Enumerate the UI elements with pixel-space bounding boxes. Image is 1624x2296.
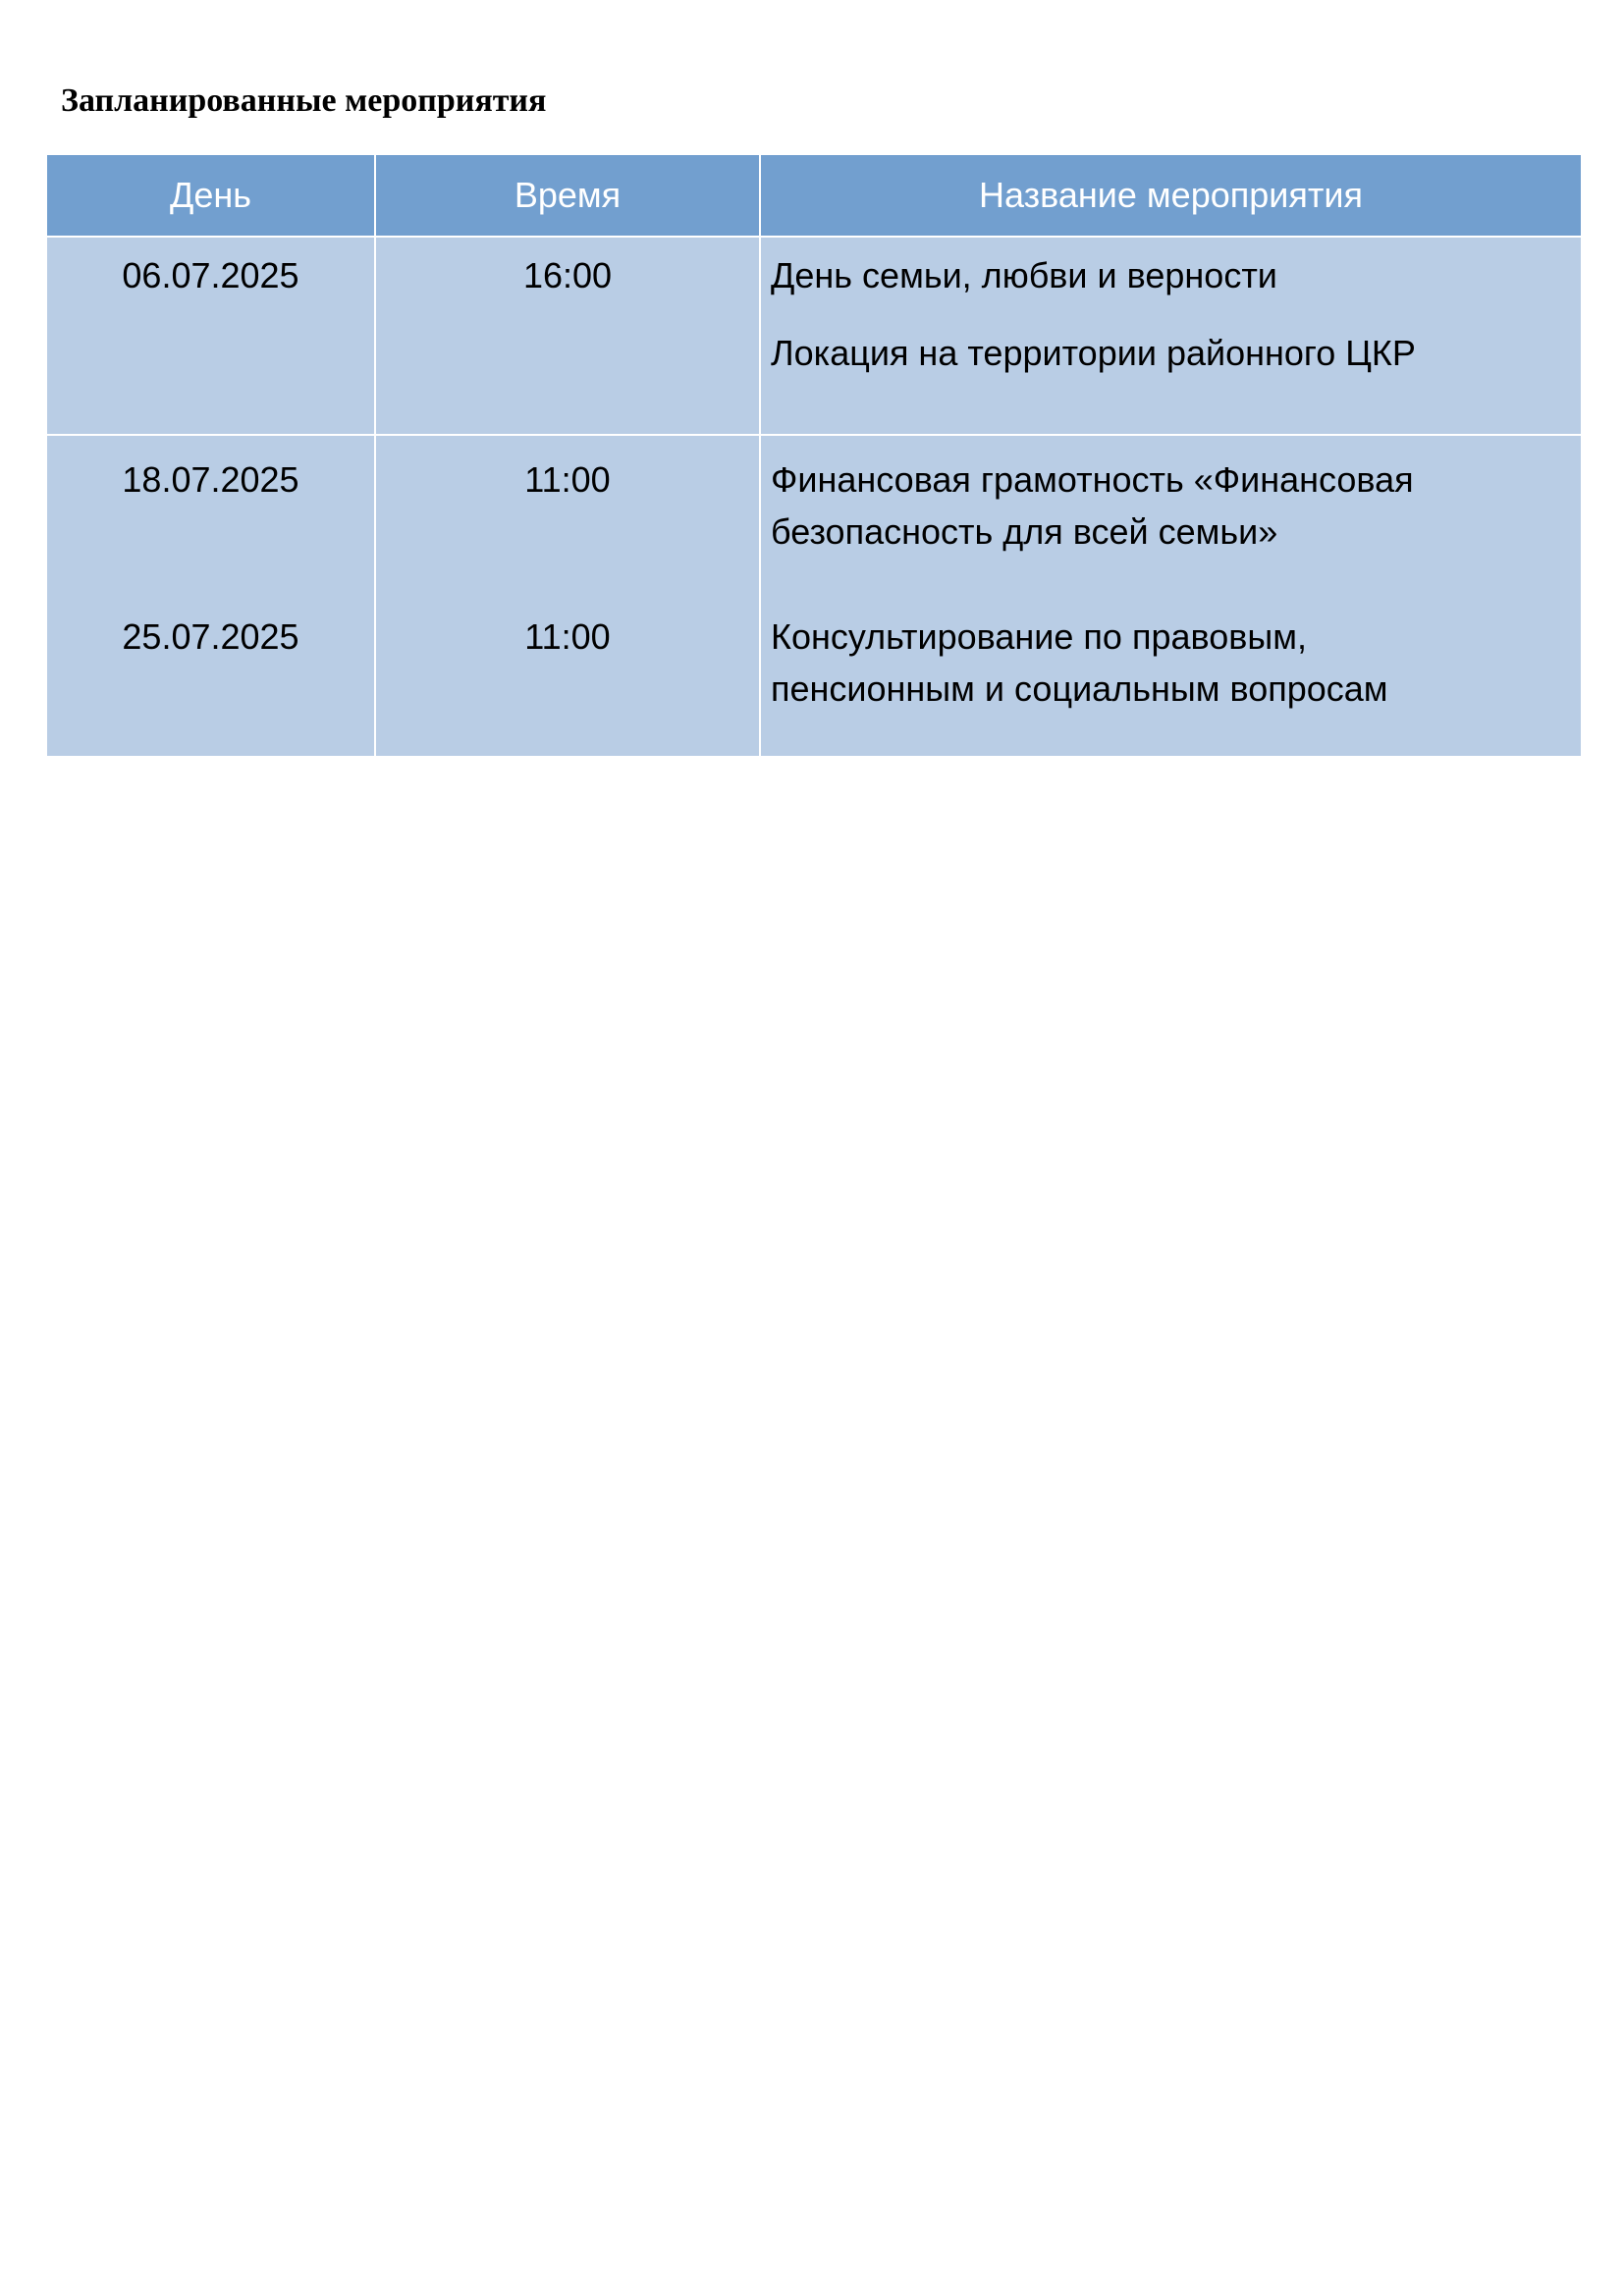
event-name-line: Консультирование по правовым,	[771, 616, 1307, 657]
event-name-cell	[760, 237, 1581, 435]
event-name-line: пенсионным и социальным вопросам	[771, 668, 1388, 709]
event-name-line: Финансовая грамотность «Финансовая	[771, 459, 1414, 500]
event-time-cell: 16:00	[375, 237, 760, 435]
event-name-cell	[760, 435, 1581, 611]
event-day-cell: 06.07.2025	[47, 237, 375, 435]
page-title: Запланированные мероприятия	[61, 82, 547, 119]
column-header-event-name: Название мероприятия	[760, 155, 1581, 237]
column-header-time: Время	[375, 155, 760, 237]
event-name-line: безопасность для всей семьи»	[771, 511, 1278, 552]
event-day-cell: 25.07.2025	[47, 611, 375, 756]
event-name-line: День семьи, любви и верности	[771, 255, 1277, 295]
table-row	[47, 435, 1581, 611]
event-day-cell: 18.07.2025	[47, 435, 375, 611]
table-header-row	[47, 155, 1581, 237]
column-header-day: День	[47, 155, 375, 237]
event-name-cell	[760, 611, 1581, 756]
event-location-line: Локация на территории районного ЦКР	[771, 333, 1416, 373]
event-time-cell: 11:00	[375, 611, 760, 756]
event-time-cell: 11:00	[375, 435, 760, 611]
table-row	[47, 237, 1581, 435]
table-row	[47, 611, 1581, 756]
events-table	[47, 155, 1581, 756]
